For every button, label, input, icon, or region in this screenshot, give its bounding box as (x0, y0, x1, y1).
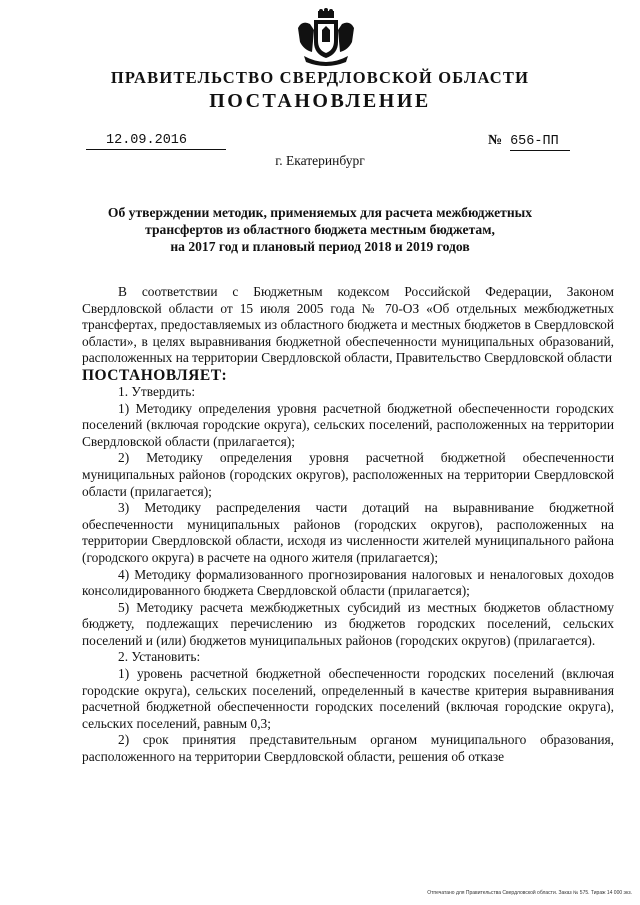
coat-of-arms-icon (294, 8, 358, 68)
government-name: ПРАВИТЕЛЬСТВО СВЕРДЛОВСКОЙ ОБЛАСТИ (110, 68, 530, 87)
document-number: 656-ПП (510, 134, 570, 151)
title-line-2: трансфертов из областного бюджета местным бюджетам, (145, 222, 495, 237)
item-2-2: 2) срок принятия представительным органом муниципального образования, расположенного на территории Свердловской области, решения об отказе (82, 732, 614, 765)
title-line-3: на 2017 год и плановый период 2018 и 2019 годов (170, 239, 470, 254)
item-1-4: 4) Методику формализованного прогнозирования налоговых и неналоговых доходов консолидированного бюджета Свердловской области (прилагается); (82, 566, 614, 599)
item-1-2: 2) Методику определения уровня расчетной бюджетной обеспеченности муниципальных районов (городских округов), расположенных на территории Свердловской области (прилагается); (82, 450, 614, 499)
item-1: 1. Утвердить: (118, 383, 196, 399)
item-1-3: 3) Методику распределения части дотаций на выравнивание бюджетной обеспеченности муниципальных районов (городских округов), расположенных на территории Свердловской области, исходя из численности жителей муниципального района (городского округа) в расчете на одного жителя (прилагается); (82, 500, 614, 565)
title-line-1: Об утверждении методик, применяемых для расчета межбюджетных (107, 205, 533, 220)
intro-paragraph: В соответствии с Бюджетным кодексом Российской Федерации, Законом Свердловской области от 15 июля 2005 года № 70-ОЗ «Об отдельных межбюджетных трансфертах, предоставляемых из областного бюджета и местных бюджетов в Свердловской области», в целях выравнивания бюджетной обеспеченности муниципальных образований, расположенных на территории Свердловской области, Правительство Свердловской области (82, 284, 614, 366)
city-name: г. Екатеринбург (275, 153, 365, 168)
item-1-5: 5) Методику расчета межбюджетных субсидий из местных бюджетов областному бюджету, подлежащих перечислению из бюджетов городских поселений, сельских поселений и (или) бюджетов муниципальных районов (городских округов) (прилагается). (82, 599, 614, 648)
document-number-block (488, 133, 570, 151)
document-type: ПОСТАНОВЛЕНИЕ (209, 90, 431, 112)
document-date: 12.09.2016 (86, 133, 226, 150)
number-sign: № (488, 133, 503, 148)
item-1-1: 1) Методику определения уровня расчетной бюджетной обеспеченности городских поселений (включая городские округа), сельских поселений, расположенных на территории Свердловской области (прилагается); (82, 400, 614, 449)
print-footer: Отпечатано для Правительства Свердловской области. Заказ № 575. Тираж 14 000 экз. (427, 890, 632, 896)
item-2: 2. Установить: (118, 649, 201, 665)
resolves-keyword: ПОСТАНОВЛЯЕТ: (82, 366, 228, 384)
document-title (90, 204, 550, 255)
item-2-1: 1) уровень расчетной бюджетной обеспеченности городских поселений (включая городские округа), сельских поселений, определенный в качестве критерия выравнивания расчетной бюджетной обеспеченности городских поселений (включая городские округа), сельских поселений, равным 0,3; (82, 666, 614, 731)
document-body (82, 284, 614, 766)
